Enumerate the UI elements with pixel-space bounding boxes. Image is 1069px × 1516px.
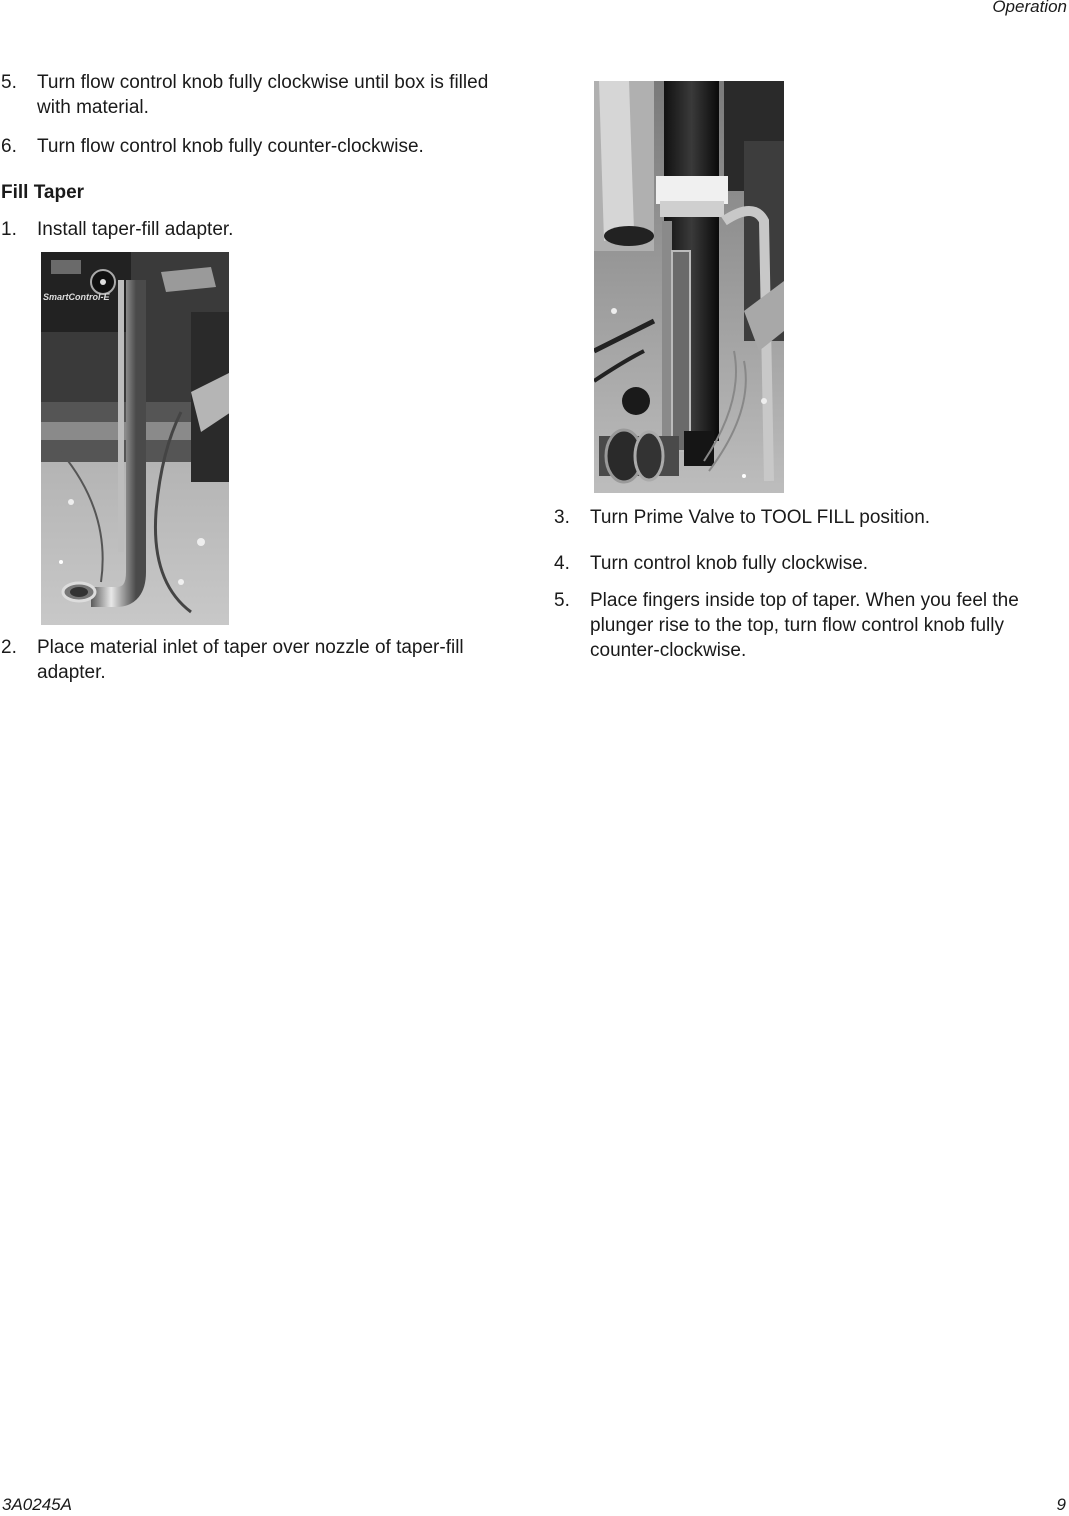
step-number: 1. (1, 219, 17, 240)
step-number: 6. (1, 136, 17, 157)
step-number: 3. (554, 507, 570, 528)
step-number: 2. (1, 637, 17, 658)
step-text: Turn control knob fully clockwise. (590, 553, 869, 574)
taper-on-adapter-photo (594, 81, 784, 493)
step-text: Turn flow control knob fully counter-clockwise. (37, 136, 424, 157)
running-header: Operation (992, 0, 1067, 16)
document-number: 3A0245A (2, 1495, 72, 1514)
photo-label: SmartControl-E (43, 292, 110, 302)
section-heading: Fill Taper (1, 182, 85, 203)
step-text: Place material inlet of taper over nozzle of taper-fill adapter. (37, 637, 464, 683)
step-text: Install taper-fill adapter. (37, 219, 234, 240)
taper-fill-adapter-photo (41, 252, 229, 625)
page-number: 9 (1056, 1495, 1066, 1514)
step-text: Place fingers inside top of taper. When you feel the plunger rise to the top, turn flow control knob fully counter-clockwise. (590, 590, 1019, 661)
step-number: 5. (1, 72, 17, 93)
step-number: 5. (554, 590, 570, 611)
step-number: 4. (554, 553, 570, 574)
step-text: Turn flow control knob fully clockwise until box is filled with material. (37, 72, 489, 118)
step-text: Turn Prime Valve to TOOL FILL position. (590, 507, 931, 528)
